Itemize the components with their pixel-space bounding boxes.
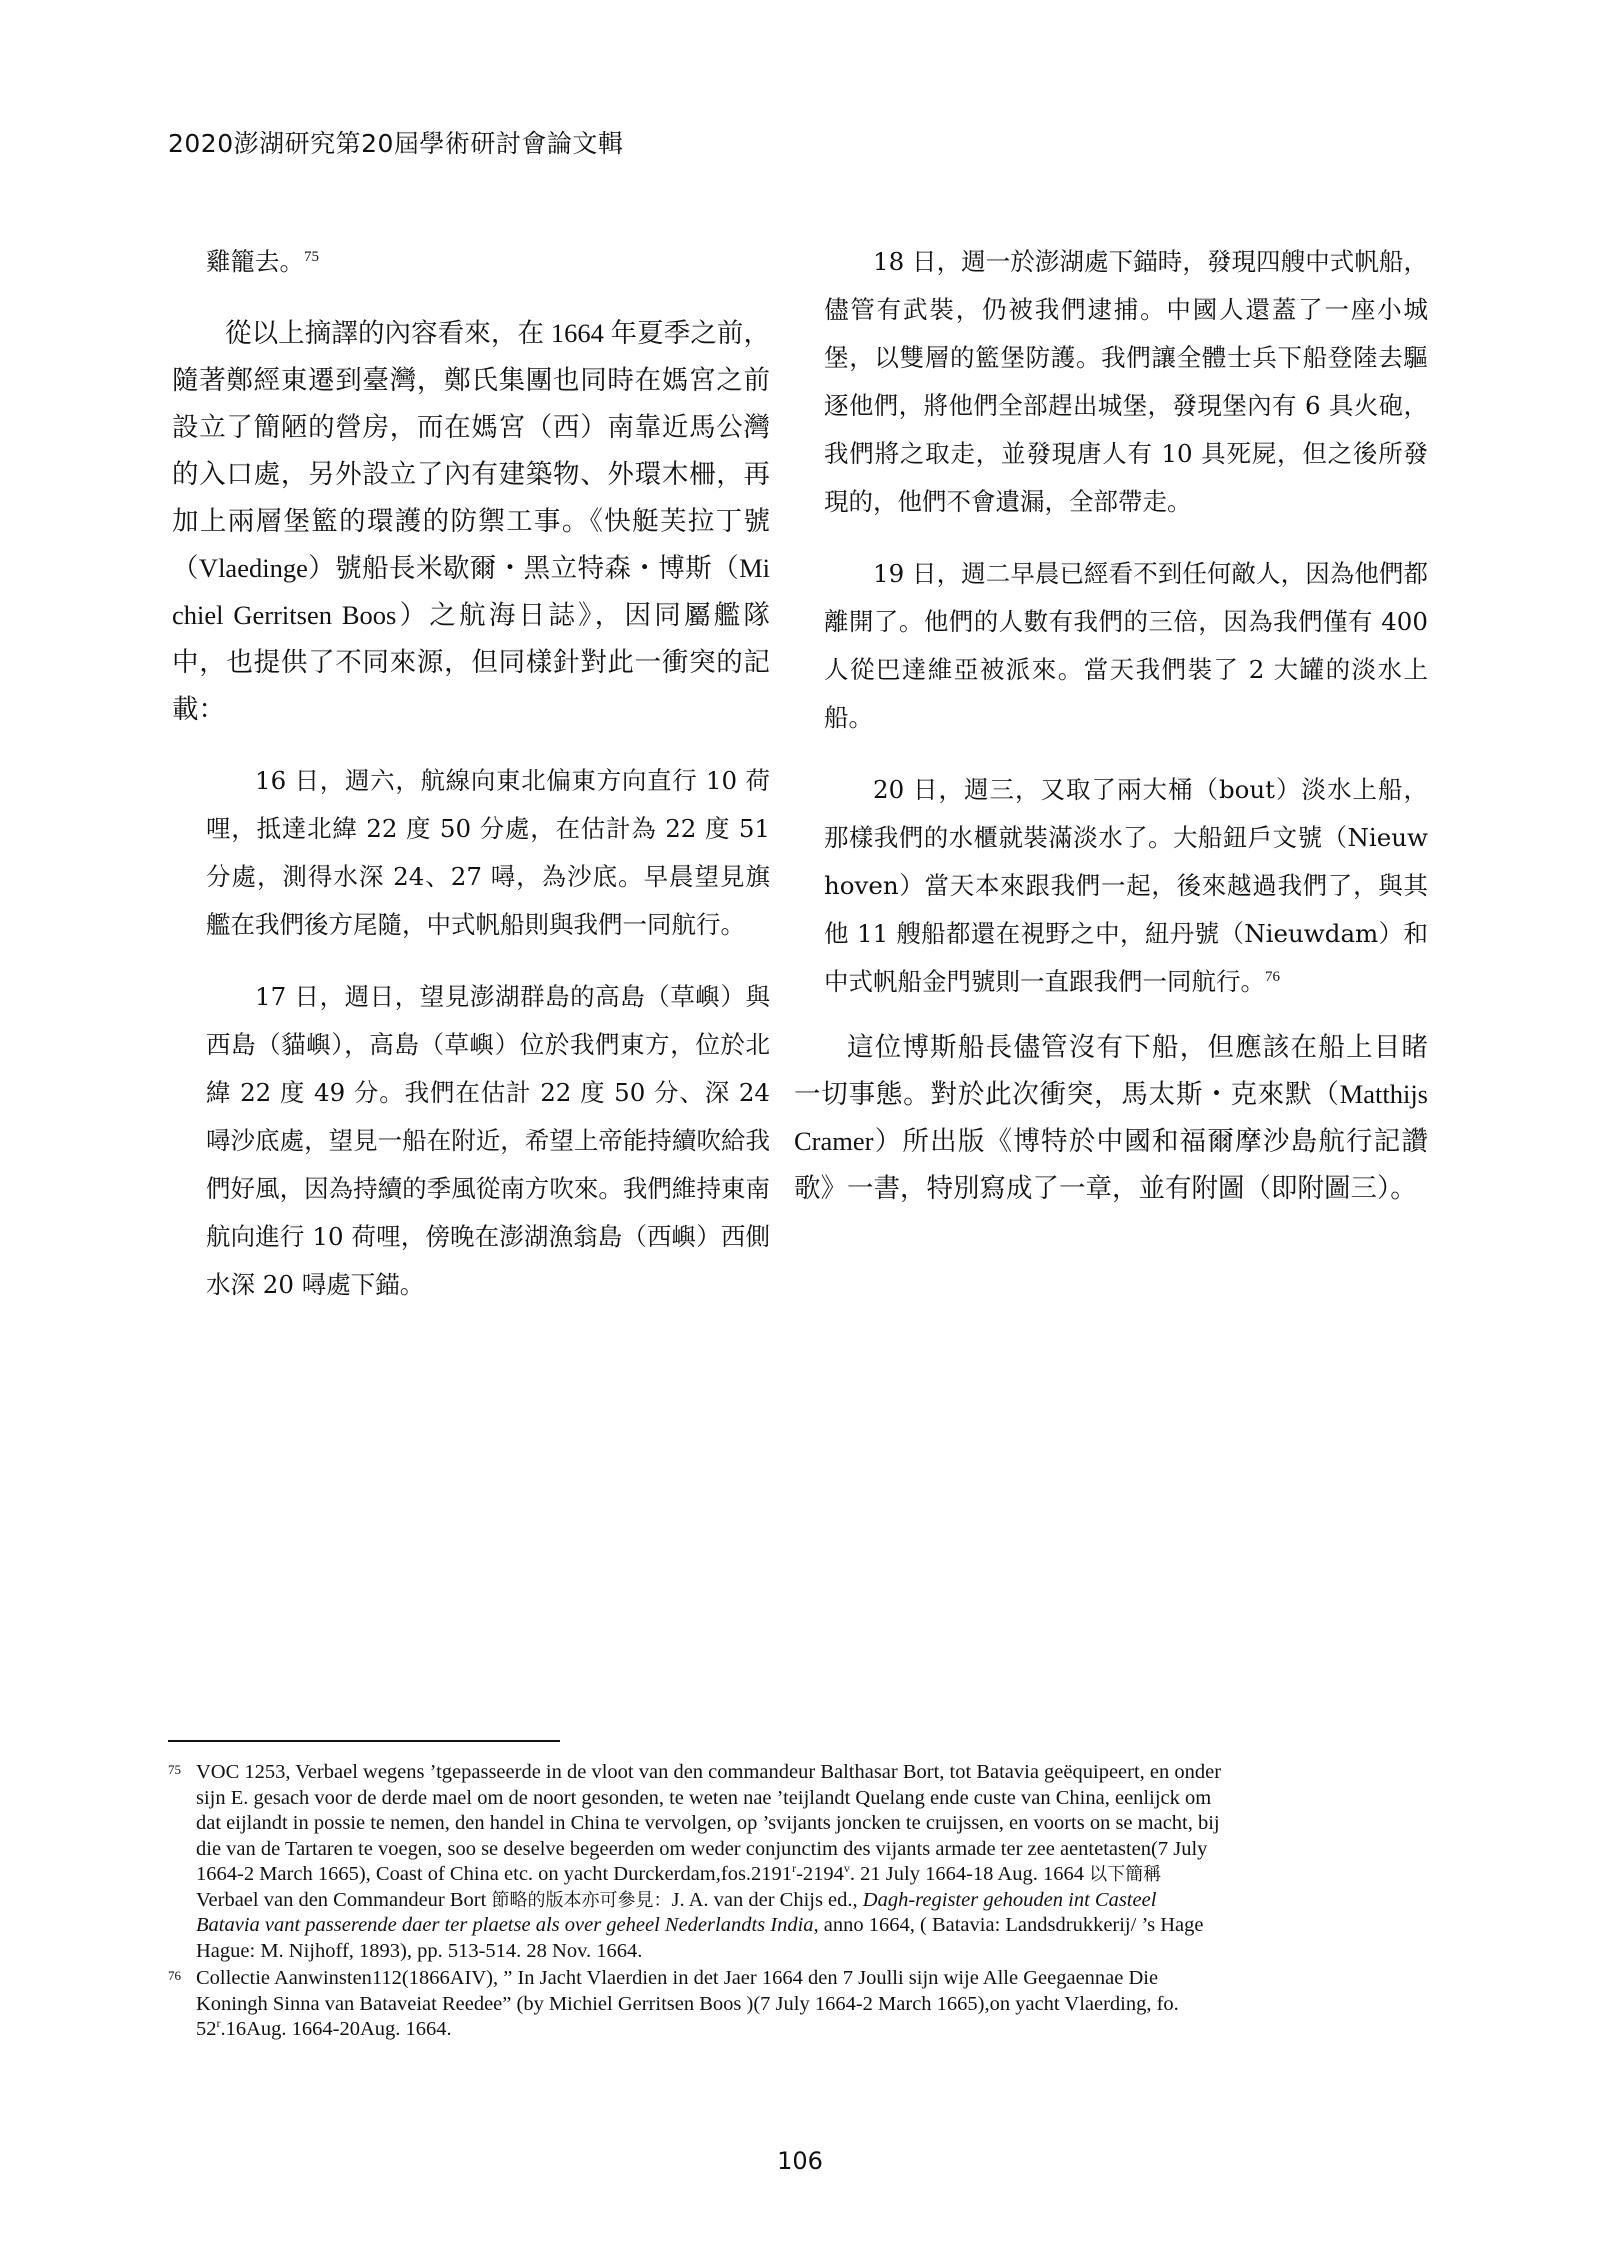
log-entry-20-text: 20 日，週三，又取了兩大桶（bout）淡水上船，那樣我們的水櫃就裝滿淡水了。大船鈕戶文號（Nieuwhoven）當天本來跟我們一起，後來越過我們了，與其他 11 艘船都還在視野之中，紐丹號（Nieuwdam）和中式帆船金門號則一直跟我們一同航行。	[824, 775, 1428, 996]
footnote-book-title: Dagh-register gehouden int Casteel	[862, 1888, 1157, 1911]
folio-recto-mark: r	[216, 2016, 221, 2031]
left-column	[172, 238, 770, 1309]
footnote-text: Verbael van den Commandeur Bort	[196, 1888, 492, 1911]
footnote-line: VOC 1253, Verbael wegens ’tgepasseerde in de vloot van den commandeur Balthasar Bort, tot Batavia geёquipeert, en onder	[196, 1761, 1222, 1783]
footnote-ref-76[interactable]: 76	[1265, 968, 1280, 985]
footnote-text: J. A. van der Chijs ed.,	[671, 1888, 863, 1911]
block-quote-left	[172, 757, 770, 1309]
footnote-line: sijn E. gesach voor de derde mael om de noort gesonden, te weten nae ’teijlandt Quelang ende custe van China, eenlijck om	[196, 1786, 1212, 1809]
page-number: 106	[777, 2147, 823, 2175]
body-paragraph-2: 這位博斯船長儘管沒有下船，但應該在船上目睹一切事態。對於此次衝突，馬太斯・克來默（Matthijs Cramer）所出版《博特於中國和福爾摩沙島航行記讚歌》一書，特別寫成了一章，並有附圖（即附圖三）。	[794, 1032, 1428, 1203]
folio-verso-mark: v	[843, 1861, 850, 1876]
log-entry-20	[824, 766, 1428, 1006]
footnote-cjk-text: 以下簡稱	[1089, 1864, 1162, 1885]
right-column	[794, 238, 1428, 1212]
footnote-line: die van de Tartaren te voegen, soo se deselve begeerden om weder conjunctim des vijants armade ter zee aentetasten(7 July	[196, 1837, 1208, 1860]
footnote-number: 76	[168, 1968, 181, 1983]
footnote-text: -2194	[796, 1863, 844, 1885]
folio-recto-mark: r	[792, 1861, 797, 1876]
log-entry-19: 19 日，週二早晨已經看不到任何敵人，因為他們都離開了。他們的人數有我們的三倍，因為我們僅有 400 人從巴達維亞被派來。當天我們裝了 2 大罐的淡水上船。	[824, 559, 1428, 732]
footnote-line	[196, 2017, 1428, 2043]
footnote-separator	[168, 1740, 560, 1742]
footnote-text: .16Aug. 1664-20Aug. 1664.	[220, 2018, 452, 2040]
footnote-text: . 21 July 1664-18 Aug. 1664	[849, 1863, 1090, 1885]
carryover-text: 雞籠去。	[206, 247, 304, 276]
footnotes	[168, 1760, 1428, 2045]
footnote-text: 1664-2 March 1665), Coast of China etc. on yacht Durckerdam,fos.2191	[196, 1863, 793, 1885]
footnote-line	[196, 1862, 1428, 1888]
footnote-book-title: Batavia vant passerende daer ter plaetse als over geheel Nederlandts India	[196, 1914, 814, 1936]
carryover-line	[172, 238, 770, 286]
footnote-75	[168, 1760, 1428, 1964]
log-entry-18: 18 日，週一於澎湖處下錨時，發現四艘中式帆船，儘管有武裝，仍被我們逮捕。中國人還蓋了一座小城堡，以雙層的籃堡防護。我們讓全體士兵下船登陸去驅逐他們，將他們全部趕出城堡，發現堡內有 6 具火砲，我們將之取走，並發現唐人有 10 具死屍，但之後所發現的，他們不會遺漏，全部帶走。	[824, 247, 1428, 516]
running-header-title: 2020澎湖研究第20屆學術研討會論文輯	[168, 129, 624, 158]
log-entry-16: 16 日，週六，航線向東北偏東方向直行 10 荷哩，抵達北緯 22 度 50 分處，在估計為 22 度 51 分處，測得水深 24、27 噚，為沙底。早晨望見旗艦在我們後方尾隨，中式帆船則與我們一同航行。	[206, 766, 770, 939]
body-paragraph-1: 從以上摘譯的內容看來，在 1664 年夏季之前，隨著鄭經東遷到臺灣，鄭氏集團也同時在媽宮之前設立了簡陋的營房，而在媽宮（西）南靠近馬公灣的入口處，另外設立了內有建築物、外環木柵，再加上兩層堡籃的環護的防禦工事。《快艇芙拉丁號（Vlaedinge）號船長米歇爾・黑立特森・博斯（Michiel Gerritsen Boos）之航海日誌》，因同屬艦隊中，也提供了不同來源，但同樣針對此一衝突的記載：	[172, 318, 770, 724]
log-entry-17: 17 日，週日，望見澎湖群島的高島（草嶼）與西島（貓嶼），高島（草嶼）位於我們東方，位於北緯 22 度 49 分。我們在估計 22 度 50 分、深 24 噚沙底處，望見一船在附近，希望上帝能持續吹給我們好風，因為持續的季風從南方吹來。我們維持東南航向進行 10 荷哩，傍晚在澎湖漁翁島（西嶼）西側水深 20 噚處下錨。	[206, 982, 770, 1299]
footnote-text: , anno 1664, ( Batavia: Landsdrukkerij/ ’s Hage	[813, 1914, 1204, 1936]
footnote-line: dat eijlandt in possie te nemen, den handel in China te vervolgen, op ’svijants joncken te cruijssen, en voorts on se macht, bij	[196, 1812, 1220, 1834]
footnote-line: Hague: M. Nijhoff, 1893), pp. 513-514. 28 Nov. 1664.	[196, 1939, 643, 1962]
block-quote-right	[824, 238, 1428, 1006]
footnote-text: 52	[196, 2018, 217, 2040]
footnote-line	[196, 1913, 1428, 1939]
footnote-line: Koningh Sinna van Bataveiat Reedee” (by Michiel Gerritsen Boos )(7 July 1664-2 March 1665),on yacht Vlaerding, fo.	[196, 1992, 1179, 2015]
footnote-76	[168, 1966, 1428, 2043]
footnote-ref-75[interactable]: 75	[304, 248, 319, 265]
footnote-line: Collectie Aanwinsten112(1866AIV), ” In Jacht Vlaerdien in det Jaer 1664 den 7 Joulli sijn wije Alle Geegaennae Die	[196, 1967, 1159, 1989]
footnote-cjk-text: 節略的版本亦可參見：	[491, 1889, 672, 1911]
footnote-line	[196, 1888, 1428, 1914]
footnote-number: 75	[168, 1762, 181, 1777]
